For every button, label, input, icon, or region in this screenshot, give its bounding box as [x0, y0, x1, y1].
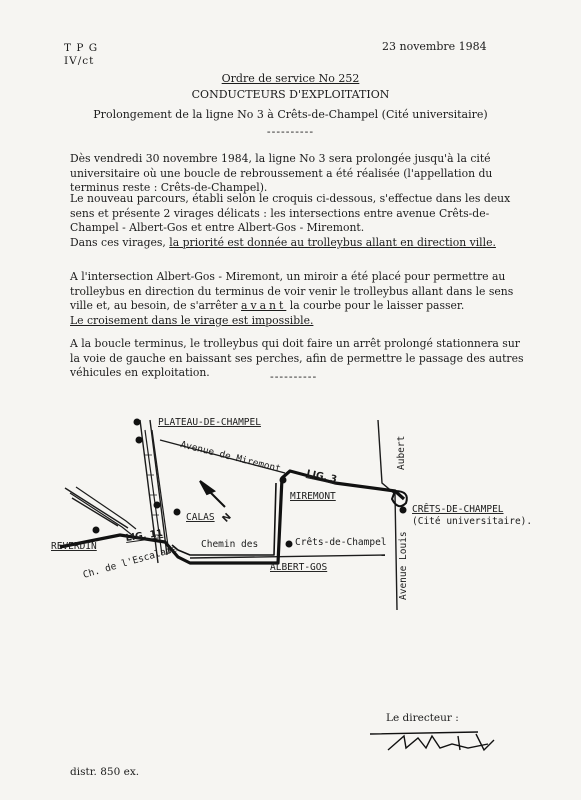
line-11-wire-d — [76, 487, 136, 529]
separator-top: ---------- — [266, 125, 315, 138]
street-reverdin-upper — [65, 488, 128, 528]
stop-crets-de-champel — [400, 507, 407, 514]
label-albert-gos: ALBERT-GOS — [270, 562, 328, 573]
label-avenue-louis: Avenue Louis — [398, 531, 409, 600]
label-cite-universitaire: (Cité universitaire). — [412, 516, 533, 527]
subject-line: Prolongement de la ligne No 3 à Crêts-de-Champel (Cité universitaire) — [93, 108, 488, 121]
label-calas: CALAS — [186, 512, 215, 523]
north-arrow — [200, 481, 225, 507]
label-reverdin: REVERDIN — [51, 541, 97, 552]
label-avenue-miremont: Avenue de Miremont — [179, 439, 282, 475]
header-org-block — [64, 42, 98, 68]
stop-calas-a — [154, 502, 161, 509]
label-crets-rd: Crêts-de-Champel — [295, 537, 387, 548]
label-lig-3: LIG. 3 — [305, 468, 338, 486]
paragraph-1: Dès vendredi 30 novembre 1984, la ligne No 3 sera prolongée jusqu'à la cité universitaire où une boucle de rebroussement a été réalisée (l'appellation du terminus reste : Crêts-de-Champel). — [70, 152, 493, 195]
street-reverdin-lower — [72, 498, 118, 526]
label-crets-de-champel: CRÊTS-DE-CHAMPEL — [412, 504, 504, 515]
order-number: Ordre de service No 252 — [221, 72, 360, 85]
paragraph-5: A la boucle terminus, le trolleybus qui doit faire un arrêt prolongé stationnera sur la voie de gauche en baissant ses perches, afin de permettre le passage des autres véhicules en exploitation. — [70, 337, 524, 380]
paragraph-4-lead: A l'intersection Albert-Gos - Miremont, un miroir a été placé pour permettre au trolleybus en direction du terminus de voir venir le trolleybus allant dans le sens ville et, au besoin, de s'arrêter — [70, 270, 514, 313]
paragraph-4 — [70, 270, 530, 328]
header-org: T P G — [64, 42, 99, 54]
paragraph-3-lead: Dans ces virages, — [70, 236, 170, 249]
line-11-wire-c — [70, 493, 132, 535]
audience-heading: CONDUCTEURS D'EXPLOITATION — [191, 88, 390, 101]
label-aubert: Aubert — [396, 435, 407, 470]
label-lig-11: LIG. 11 — [124, 527, 164, 544]
paragraph-4-tail: la courbe pour le laisser passer. — [286, 299, 465, 313]
stop-plateau-de-champel — [134, 419, 141, 426]
separator-bottom: ---------- — [270, 370, 318, 383]
stop-miremont — [280, 477, 287, 484]
label-chemin-des: Chemin des — [201, 539, 259, 550]
header-date: 23 novembre 1984 — [382, 40, 487, 53]
label-plateau: PLATEAU-DE-CHAMPEL — [158, 417, 261, 428]
director-label: Le directeur : — [386, 712, 459, 724]
stop-calas-b — [174, 509, 181, 516]
director-signature — [368, 726, 498, 756]
label-escalade: Ch. de l'Escalade — [81, 543, 179, 581]
label-miremont: MIREMONT — [290, 491, 336, 502]
distribution-note: distr. 850 ex. — [70, 766, 140, 778]
stop-crets-rd — [286, 541, 293, 548]
avant-emphasis: avant — [241, 299, 287, 313]
priority-statement: la priorité est donnée au trolleybus allant en direction ville. — [169, 236, 496, 249]
paragraph-3 — [70, 236, 530, 251]
route-map — [0, 395, 581, 610]
paragraph-2: Le nouveau parcours, établi selon le croquis ci-dessous, s'effectue dans les deux sens et présente 2 virages délicats : les intersections entre avenue Crêts-de-Champel - Albert-Gos et entre Albert-Gos - Miremont. — [70, 192, 511, 235]
stop-plateau-lower — [136, 437, 143, 444]
north-label: N — [220, 511, 234, 525]
street-avenue-louis-aubert — [378, 420, 397, 610]
stop-reverdin — [93, 527, 100, 534]
crossing-warning: Le croisement dans le virage est impossible. — [70, 313, 314, 327]
header-ref: IV/ct — [64, 55, 95, 67]
